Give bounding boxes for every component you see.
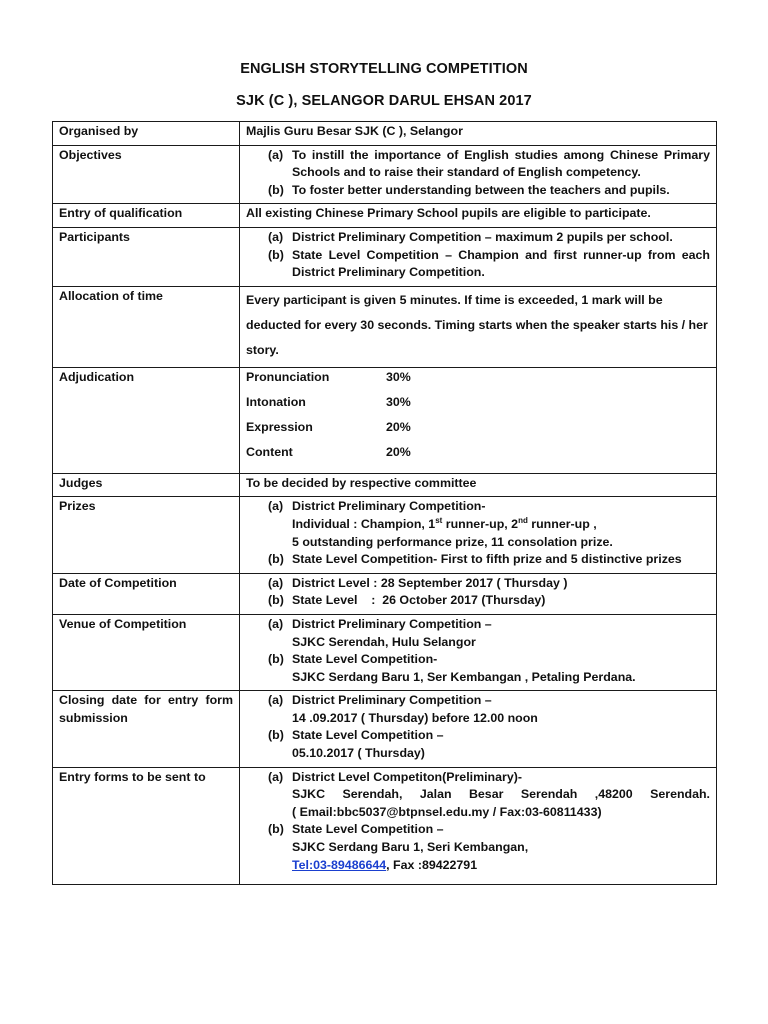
label-participants: Participants xyxy=(53,227,240,286)
row-allocation-of-time xyxy=(53,286,717,367)
item-marker: (b) xyxy=(268,822,284,837)
adjudication-criterion xyxy=(246,419,710,444)
prize-item xyxy=(268,551,710,569)
row-venue xyxy=(53,614,717,690)
label-venue: Venue of Competition xyxy=(53,614,240,690)
document-title: ENGLISH STORYTELLING COMPETITION xyxy=(240,61,528,77)
venue-item xyxy=(268,616,710,651)
closing-level: District Preliminary Competition – xyxy=(292,693,492,708)
entry-forms-item xyxy=(268,821,710,874)
value-objectives xyxy=(240,145,717,204)
row-objectives xyxy=(53,145,717,204)
label-closing-date: Closing date for entry form submission xyxy=(53,691,240,767)
date-item xyxy=(268,592,710,610)
value-date-of-competition xyxy=(240,573,717,614)
venue-level: District Preliminary Competition – xyxy=(292,616,492,631)
item-text: District Level : 28 September 2017 ( Thursday ) xyxy=(292,575,568,590)
item-marker: (b) xyxy=(268,552,284,567)
closing-dates-list xyxy=(246,692,710,762)
participant-item xyxy=(268,247,710,282)
closing-date: 05.10.2017 ( Thursday) xyxy=(292,746,425,761)
item-marker: (a) xyxy=(268,147,284,162)
venue-item xyxy=(268,651,710,686)
criterion-weight: 30% xyxy=(386,394,411,409)
value-allocation-of-time: Every participant is given 5 minutes. If time is exceeded, 1 mark will be deducted for every 30 seconds. Timing starts when the speaker starts his / her story. xyxy=(240,286,717,367)
prize-individual-line xyxy=(292,516,710,534)
item-text: State Level : 26 October 2017 (Thursday) xyxy=(292,593,546,608)
value-entry-forms xyxy=(240,767,717,885)
entry-forms-item xyxy=(268,769,710,822)
prize-item xyxy=(268,498,710,551)
row-adjudication xyxy=(53,367,717,473)
item-text: State Level Competition – Champion and first runner-up from each District Preliminary Competition. xyxy=(292,247,710,280)
label-prizes: Prizes xyxy=(53,497,240,573)
closing-date: 14 .09.2017 ( Thursday) before 12.00 noon xyxy=(292,710,538,725)
prize-runner-text: runner-up, 2 xyxy=(442,516,519,531)
item-marker: (a) xyxy=(268,499,284,514)
entry-forms-level: District Level Competiton(Preliminary)- xyxy=(292,769,522,784)
closing-item xyxy=(268,692,710,727)
closing-item xyxy=(268,727,710,762)
value-organised-by: Majlis Guru Besar SJK (C ), Selangor xyxy=(240,122,717,146)
item-marker: (b) xyxy=(268,593,284,608)
criterion-name: Pronunciation xyxy=(246,369,330,384)
entry-forms-level: State Level Competition – xyxy=(292,822,444,837)
prize-individual-text: Individual : Champion, 1 xyxy=(292,516,436,531)
criterion-weight: 20% xyxy=(386,444,411,459)
label-organised-by: Organised by xyxy=(53,122,240,146)
venue-school: SJKC Serendah, Hulu Selangor xyxy=(292,634,476,649)
objectives-list xyxy=(246,147,710,200)
label-allocation-of-time: Allocation of time xyxy=(53,286,240,367)
criterion-name: Expression xyxy=(246,419,313,434)
entry-forms-contact xyxy=(292,857,710,875)
venue-school: SJKC Serdang Baru 1, Ser Kembangan , Petaling Perdana. xyxy=(292,669,636,684)
label-entry-forms: Entry forms to be sent to xyxy=(53,767,240,885)
prize-runner-text: runner-up , xyxy=(527,516,597,531)
row-organised-by xyxy=(53,122,717,146)
dates-list xyxy=(246,575,710,610)
prize-consolation-line: 5 outstanding performance prize, 11 consolation prize. xyxy=(292,534,613,549)
item-marker: (b) xyxy=(268,728,284,743)
item-marker: (b) xyxy=(268,247,284,262)
criterion-weight: 30% xyxy=(386,369,411,384)
item-text: To instill the importance of English studies among Chinese Primary Schools and to raise their standard of English competency. xyxy=(292,147,710,180)
value-entry-qualification: All existing Chinese Primary School pupils are eligible to participate. xyxy=(240,204,717,228)
item-marker: (a) xyxy=(268,575,284,590)
item-text: To foster better understanding between the teachers and pupils. xyxy=(292,182,670,197)
competition-details-table xyxy=(52,121,717,885)
row-entry-qualification xyxy=(53,204,717,228)
entry-forms-address: SJKC Serdang Baru 1, Seri Kembangan, xyxy=(292,840,529,855)
value-closing-date xyxy=(240,691,717,767)
value-participants xyxy=(240,227,717,286)
participant-item xyxy=(268,229,710,247)
row-closing-date xyxy=(53,691,717,767)
label-adjudication: Adjudication xyxy=(53,367,240,473)
venue-level: State Level Competition- xyxy=(292,652,438,667)
prize-state-text: State Level Competition- First to fifth prize and 5 distinctive prizes xyxy=(292,552,682,567)
label-judges: Judges xyxy=(53,473,240,497)
row-participants xyxy=(53,227,717,286)
ordinal-suffix: nd xyxy=(518,515,528,525)
criterion-weight: 20% xyxy=(386,419,411,434)
row-date-of-competition xyxy=(53,573,717,614)
entry-forms-address: SJKC Serendah, Jalan Besar Serendah ,48200 Serendah. xyxy=(292,787,710,802)
item-marker: (b) xyxy=(268,182,284,197)
prizes-list xyxy=(246,498,710,568)
prize-district-heading: District Preliminary Competition- xyxy=(292,499,486,514)
criterion-name: Intonation xyxy=(246,394,306,409)
item-marker: (a) xyxy=(268,693,284,708)
row-judges xyxy=(53,473,717,497)
objective-item xyxy=(268,147,710,182)
document-subtitle: SJK (C ), SELANGOR DARUL EHSAN 2017 xyxy=(236,93,532,109)
closing-level: State Level Competition – xyxy=(292,728,444,743)
row-entry-forms xyxy=(53,767,717,885)
participants-list xyxy=(246,229,710,282)
row-prizes xyxy=(53,497,717,573)
item-marker: (a) xyxy=(268,229,284,244)
date-item xyxy=(268,575,710,593)
venues-list xyxy=(246,616,710,686)
ordinal-suffix: st xyxy=(435,515,443,525)
item-marker: (b) xyxy=(268,652,284,667)
value-prizes xyxy=(240,497,717,573)
adjudication-criterion xyxy=(246,444,710,469)
adjudication-criterion xyxy=(246,394,710,419)
value-judges: To be decided by respective committee xyxy=(240,473,717,497)
adjudication-criterion xyxy=(246,369,710,394)
fax-text: , Fax :89422791 xyxy=(386,857,478,872)
item-marker: (a) xyxy=(268,616,284,631)
entry-forms-list xyxy=(246,769,710,875)
entry-forms-contact: ( Email:bbc5037@btpnsel.edu.my / Fax:03-60811433) xyxy=(292,804,602,819)
label-date-of-competition: Date of Competition xyxy=(53,573,240,614)
value-adjudication xyxy=(240,367,717,473)
label-objectives: Objectives xyxy=(53,145,240,204)
item-marker: (a) xyxy=(268,769,284,784)
objective-item xyxy=(268,182,710,200)
label-entry-qualification: Entry of qualification xyxy=(53,204,240,228)
criterion-name: Content xyxy=(246,444,293,459)
item-text: District Preliminary Competition – maximum 2 pupils per school. xyxy=(292,229,673,244)
telephone-link[interactable]: Tel:03-89486644 xyxy=(292,857,387,872)
value-venue xyxy=(240,614,717,690)
